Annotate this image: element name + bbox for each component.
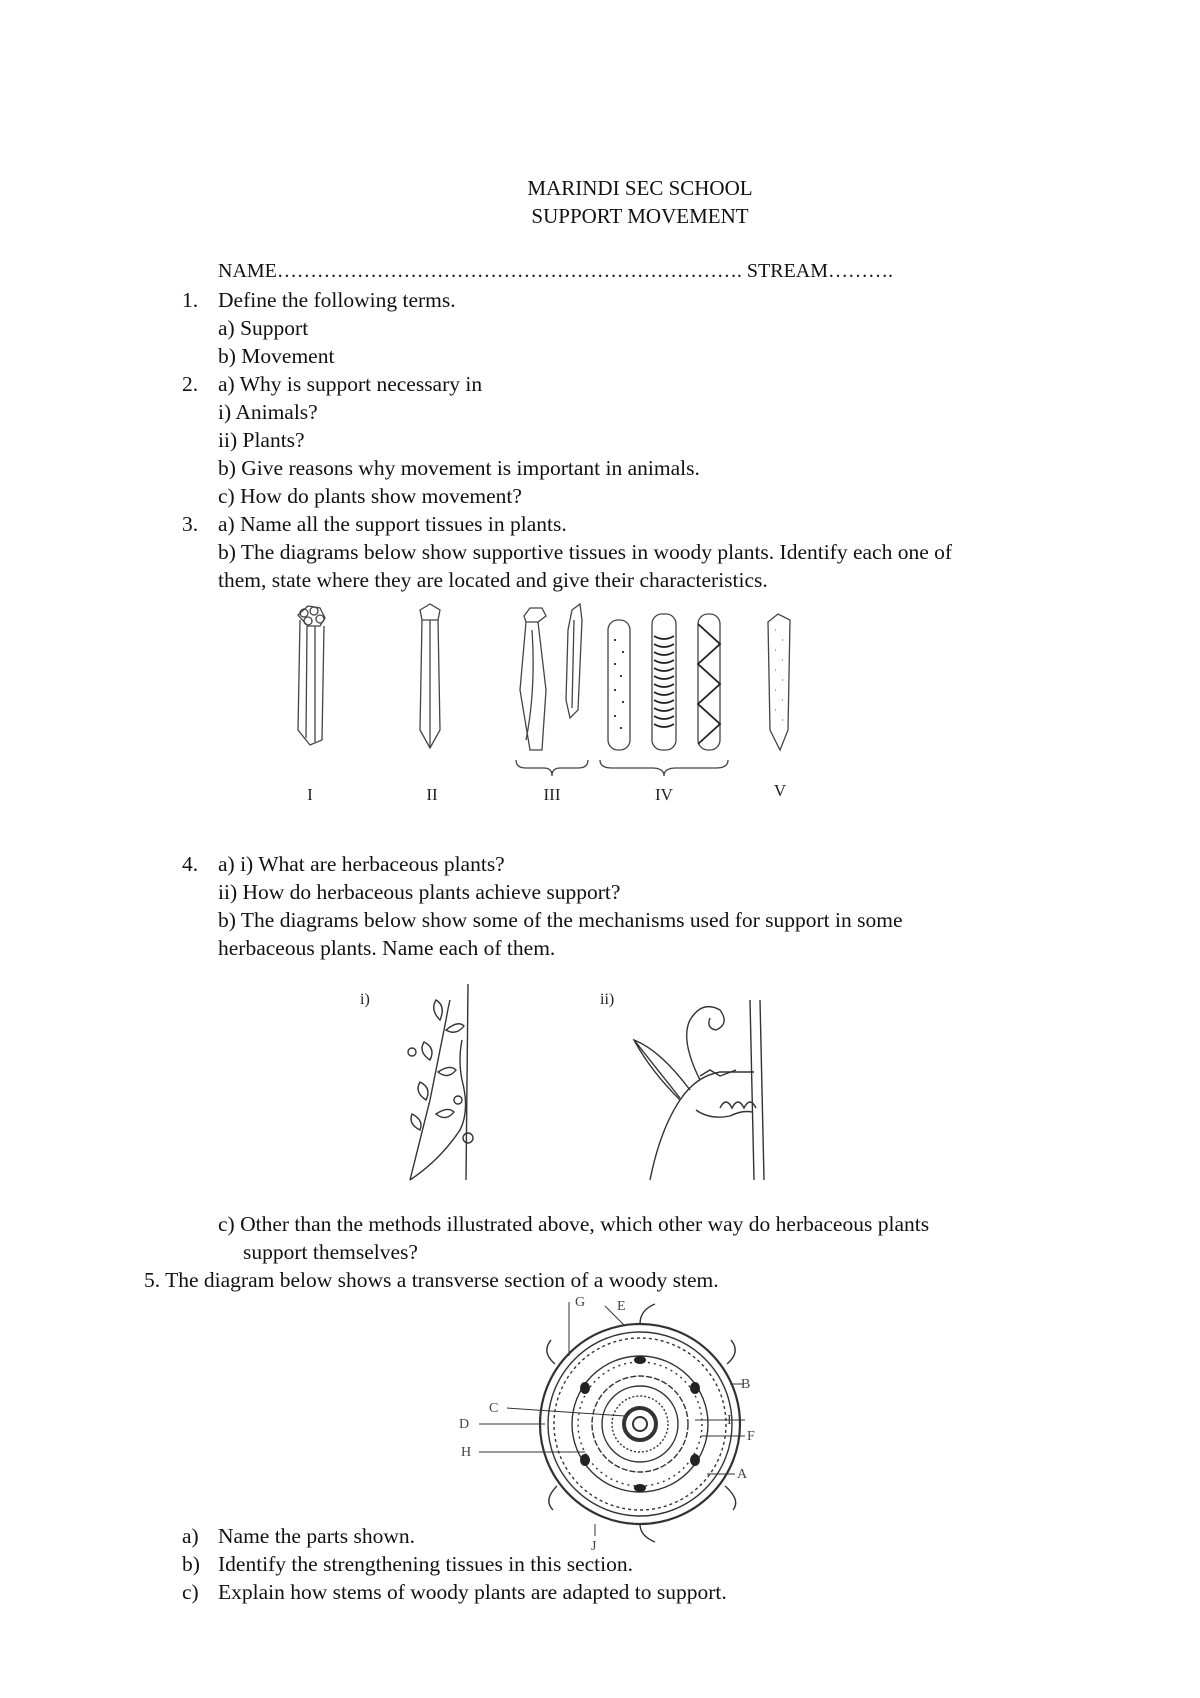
tissue-label-iv: IV [655, 785, 673, 804]
q4-a-ii: ii) How do herbaceous plants achieve support? [218, 880, 621, 904]
q5-b-mark: b) [182, 1552, 200, 1576]
tissue-ii-drawing [420, 604, 440, 748]
tissue-label-ii: II [426, 785, 438, 804]
tendril-drawing [634, 1000, 764, 1180]
q1-b: b) Movement [218, 344, 335, 368]
stem-label-g: G [575, 1296, 586, 1310]
q5-c-mark: c) [182, 1580, 199, 1604]
woody-stem-ts-figure [445, 1296, 775, 1556]
q1-number: 1. [182, 288, 199, 312]
q4-c-line1: c) Other than the methods illustrated above, which other way do herbaceous plants [218, 1212, 930, 1236]
worksheet-title: SUPPORT MOVEMENT [531, 204, 749, 228]
q4-number: 4. [182, 852, 199, 876]
q2-a: a) Why is support necessary in [218, 372, 483, 396]
q1-stem: Define the following terms. [218, 288, 456, 312]
support-tissues-figure [280, 600, 920, 815]
school-name: MARINDI SEC SCHOOL [527, 176, 753, 200]
stem-label-f: F [747, 1429, 755, 1444]
q5-c: Explain how stems of woody plants are adapted to support. [218, 1580, 727, 1604]
figure-label-i: i) [360, 991, 370, 1008]
q1-a: a) Support [218, 316, 309, 340]
tissue-v-drawing [768, 614, 790, 750]
q2-a-i: i) Animals? [218, 400, 318, 424]
tissue-i-drawing [298, 606, 325, 745]
q4-c-line2: support themselves? [243, 1240, 418, 1264]
q4-b-line2: herbaceous plants. Name each of them. [218, 936, 556, 960]
tissue-label-iii: III [543, 785, 561, 804]
q3-number: 3. [182, 512, 199, 536]
q2-c: c) How do plants show movement? [218, 484, 522, 508]
stem-label-j: J [591, 1539, 597, 1554]
q5-a-mark: a) [182, 1524, 199, 1548]
stem-label-i: I [727, 1413, 732, 1428]
tissue-label-i: I [307, 785, 313, 804]
q3-b-line2: them, state where they are located and give their characteristics. [218, 568, 768, 592]
tissue-label-v: V [773, 781, 787, 800]
q4-b-line1: b) The diagrams below show some of the mechanisms used for support in some [218, 908, 903, 932]
herbaceous-support-figure [350, 980, 820, 1190]
twining-stem-drawing [408, 984, 473, 1180]
tissue-iv-drawing [600, 614, 728, 776]
figure-label-ii: ii) [600, 991, 615, 1008]
stem-label-b: B [741, 1377, 751, 1392]
stem-label-d: D [459, 1417, 470, 1432]
q5-b: Identify the strengthening tissues in this section. [218, 1552, 634, 1576]
q2-a-ii: ii) Plants? [218, 428, 305, 452]
q3-a: a) Name all the support tissues in plants. [218, 512, 567, 536]
stem-label-c: C [489, 1401, 499, 1416]
name-stream-line[interactable]: NAME……………………………………………………………. STREAM………. [218, 260, 894, 282]
tissue-iii-drawing [516, 604, 588, 776]
q2-b: b) Give reasons why movement is important in animals. [218, 456, 700, 480]
stem-label-a: A [737, 1467, 748, 1482]
q2-number: 2. [182, 372, 199, 396]
stem-label-e: E [617, 1299, 626, 1314]
q3-b-line1: b) The diagrams below show supportive tissues in woody plants. Identify each one of [218, 540, 953, 564]
q5-stem: 5. The diagram below shows a transverse section of a woody stem. [144, 1268, 719, 1292]
stem-label-h: H [461, 1445, 472, 1460]
q5-a: Name the parts shown. [218, 1524, 416, 1548]
q4-a-i: a) i) What are herbaceous plants? [218, 852, 505, 876]
